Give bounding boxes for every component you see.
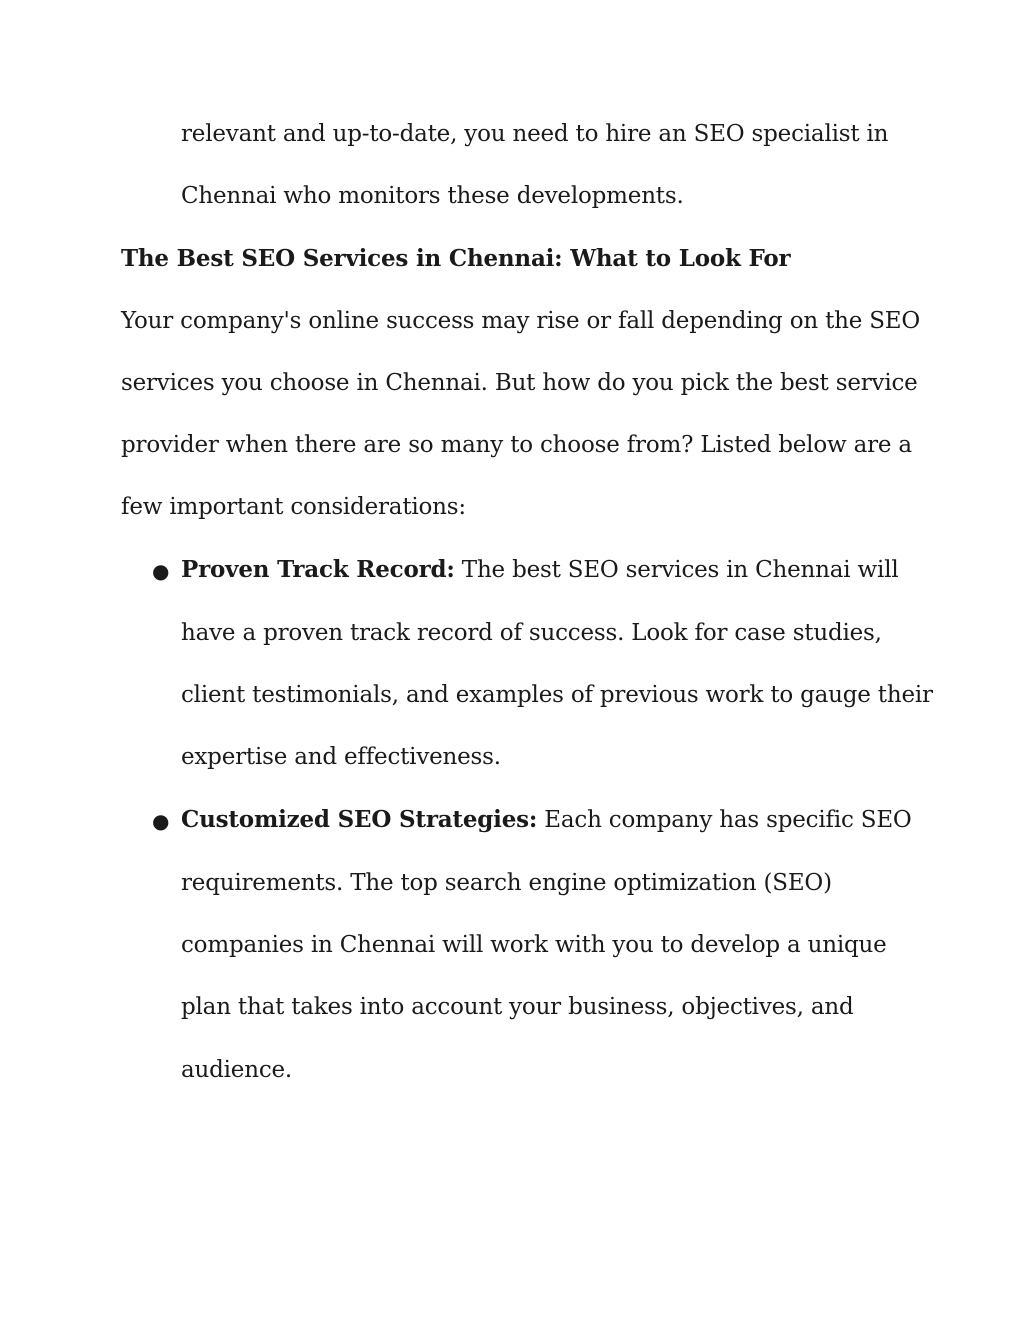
bullet-line: expertise and effectiveness. <box>181 744 501 770</box>
intro-line-1: Your company's online success may rise or fall depending on the SEO <box>121 308 921 334</box>
bullet-title: Customized SEO Strategies: <box>181 806 538 833</box>
intro-line-4: few important considerations: <box>121 494 466 520</box>
bullet-first-line <box>181 805 912 835</box>
bullet-title: Proven Track Record: <box>181 556 455 583</box>
continuation-line-2: Chennai who monitors these developments. <box>181 183 684 209</box>
bullet-line: have a proven track record of success. Look for case studies, <box>181 620 882 646</box>
bullet-line: requirements. The top search engine optimization (SEO) <box>181 870 832 896</box>
bullet-line: client testimonials, and examples of previous work to gauge their <box>181 682 933 708</box>
bullet-line: plan that takes into account your business, objectives, and <box>181 994 854 1020</box>
bullet-marker: ● <box>152 559 170 583</box>
bullet-line: companies in Chennai will work with you to develop a unique <box>181 932 887 958</box>
intro-line-2: services you choose in Chennai. But how do you pick the best service <box>121 370 918 396</box>
bullet-text: The best SEO services in Chennai will <box>454 557 899 583</box>
bullet-line: audience. <box>181 1057 293 1083</box>
section-heading: The Best SEO Services in Chennai: What to Look For <box>121 245 791 272</box>
bullet-marker: ● <box>152 809 170 833</box>
continuation-line-1: relevant and up-to-date, you need to hire an SEO specialist in <box>181 121 889 147</box>
intro-line-3: provider when there are so many to choose from? Listed below are a <box>121 432 912 458</box>
bullet-first-line <box>181 555 899 585</box>
bullet-text: Each company has specific SEO <box>537 807 912 833</box>
